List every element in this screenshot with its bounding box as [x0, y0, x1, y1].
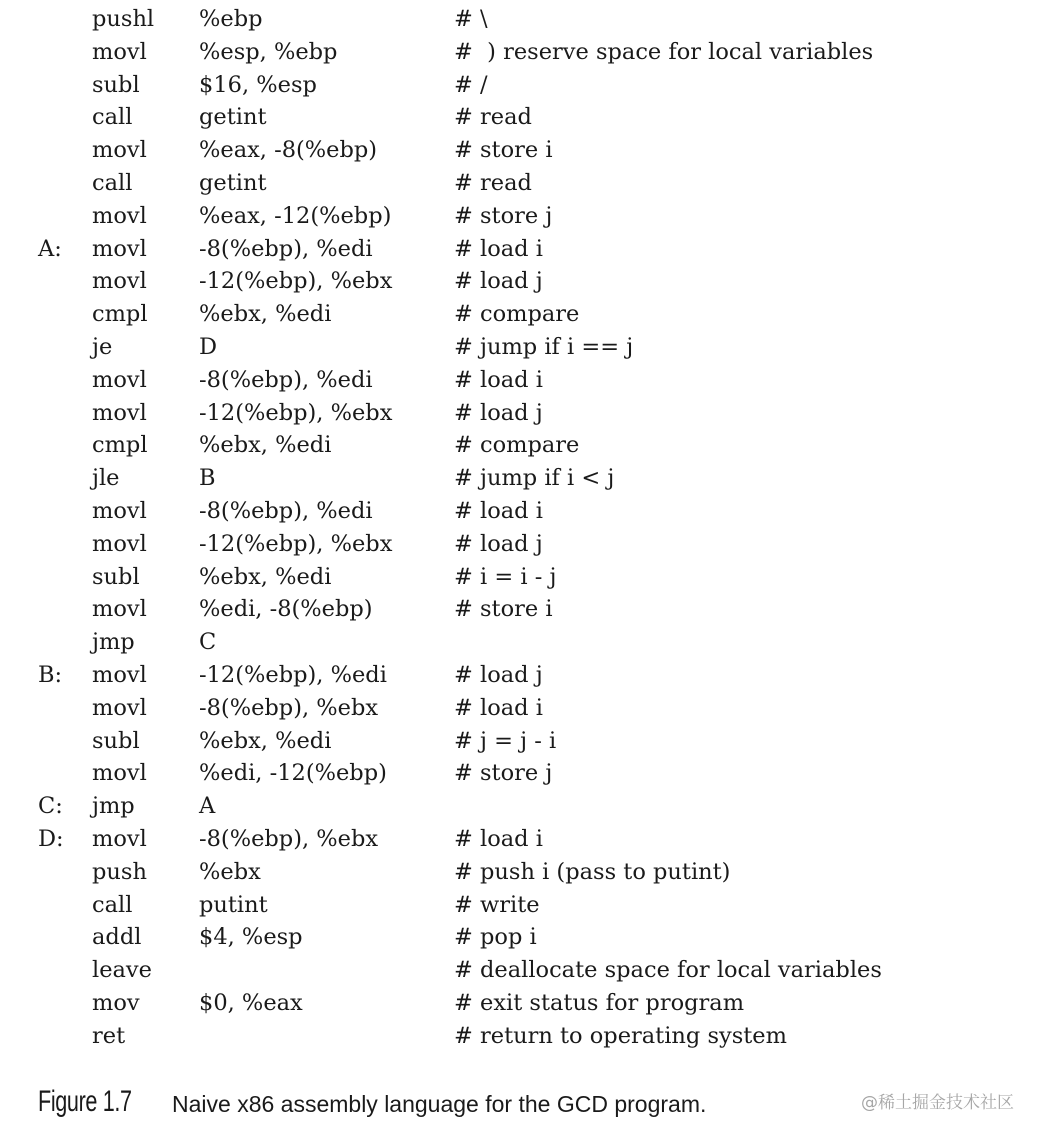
comment: # write [454, 891, 540, 918]
opcode: call [92, 169, 133, 196]
code-line [0, 626, 1044, 659]
code-line [0, 364, 1044, 397]
opcode: movl [92, 760, 147, 787]
comment: # compare [454, 301, 580, 328]
opcode: subl [92, 563, 140, 590]
operands: getint [199, 104, 267, 131]
opcode: movl [92, 530, 147, 557]
opcode: jmp [92, 629, 135, 656]
comment: # load i [454, 825, 543, 852]
comment: # ) reserve space for local variables [454, 38, 874, 65]
comment: # push i (pass to putint) [454, 858, 731, 885]
opcode: jmp [92, 793, 135, 820]
comment: # jump if i < j [454, 465, 615, 492]
code-label: D: [38, 825, 64, 852]
code-line [0, 429, 1044, 462]
operands: -8(%ebp), %ebx [199, 694, 379, 721]
comment: # pop i [454, 924, 537, 951]
opcode: jle [92, 465, 120, 492]
operands: %ebx, %edi [199, 301, 332, 328]
operands: D [199, 333, 218, 360]
opcode: movl [92, 661, 147, 688]
code-line [0, 298, 1044, 331]
opcode: movl [92, 235, 147, 262]
operands: -12(%ebp), %ebx [199, 530, 393, 557]
operands: C [199, 629, 217, 656]
operands: %ebx, %edi [199, 727, 332, 754]
opcode: movl [92, 268, 147, 295]
operands: -8(%ebp), %edi [199, 366, 373, 393]
operands: %esp, %ebp [199, 38, 338, 65]
code-line [0, 593, 1044, 626]
comment: # deallocate space for local variables [454, 957, 882, 984]
comment: # load j [454, 399, 543, 426]
operands: -12(%ebp), %ebx [199, 268, 393, 295]
code-line [0, 233, 1044, 266]
operands: -12(%ebp), %ebx [199, 399, 393, 426]
comment: # load i [454, 694, 543, 721]
comment: # load i [454, 235, 543, 262]
comment: # j = j - i [454, 727, 557, 754]
operands: %edi, -12(%ebp) [199, 760, 387, 787]
opcode: subl [92, 727, 140, 754]
comment: # \ [454, 6, 488, 32]
comment: # exit status for program [454, 989, 745, 1016]
code-label: B: [38, 661, 63, 688]
comment: # / [454, 71, 488, 98]
code-label: C: [38, 793, 63, 820]
operands: putint [199, 891, 268, 918]
comment: # compare [454, 432, 580, 459]
code-line [0, 757, 1044, 790]
comment: # store j [454, 760, 553, 787]
comment: # jump if i == j [454, 333, 634, 360]
opcode: movl [92, 399, 147, 426]
operands: B [199, 465, 216, 492]
code-line [0, 856, 1044, 889]
code-line [0, 823, 1044, 856]
comment: # store i [454, 137, 553, 164]
comment: # load i [454, 366, 543, 393]
opcode: call [92, 891, 133, 918]
operands: A [199, 793, 216, 820]
opcode: movl [92, 497, 147, 524]
watermark: @稀土掘金技术社区 [861, 1093, 1014, 1113]
code-label: A: [38, 235, 62, 262]
code-line [0, 101, 1044, 134]
operands: -8(%ebp), %ebx [199, 825, 379, 852]
operands: -8(%ebp), %edi [199, 497, 373, 524]
code-line [0, 921, 1044, 954]
opcode: je [92, 333, 113, 360]
comment: # store i [454, 596, 553, 623]
operands: $0, %eax [199, 989, 303, 1016]
opcode: cmpl [92, 432, 148, 459]
code-line [0, 1020, 1044, 1053]
operands: %ebx [199, 858, 261, 885]
code-line [0, 265, 1044, 298]
comment: # load j [454, 268, 543, 295]
comment: # load j [454, 530, 543, 557]
code-line [0, 495, 1044, 528]
operands: -12(%ebp), %edi [199, 661, 387, 688]
figure-label: Figure 1.7 [38, 1085, 132, 1118]
opcode: movl [92, 366, 147, 393]
assembly-listing [0, 3, 1044, 1053]
code-line [0, 987, 1044, 1020]
code-line [0, 462, 1044, 495]
code-line [0, 3, 1044, 36]
comment: # load j [454, 661, 543, 688]
opcode: ret [92, 1022, 126, 1049]
opcode: movl [92, 38, 147, 65]
comment: # store j [454, 202, 553, 229]
opcode: mov [92, 989, 140, 1016]
code-line [0, 331, 1044, 364]
opcode: movl [92, 137, 147, 164]
caption-text: Naive x86 assembly language for the GCD program. [172, 1091, 707, 1117]
operands: $16, %esp [199, 71, 317, 98]
comment: # load i [454, 497, 543, 524]
code-line [0, 692, 1044, 725]
code-line [0, 397, 1044, 430]
operands: %eax, -12(%ebp) [199, 202, 392, 229]
opcode: subl [92, 71, 140, 98]
opcode: push [92, 858, 147, 885]
opcode: movl [92, 825, 147, 852]
opcode: call [92, 104, 133, 131]
opcode: leave [92, 957, 152, 984]
code-line [0, 561, 1044, 594]
code-line [0, 659, 1044, 692]
operands: %ebp [199, 6, 263, 32]
code-line [0, 725, 1044, 758]
code-line [0, 790, 1044, 823]
code-line [0, 954, 1044, 987]
comment: # i = i - j [454, 563, 557, 590]
opcode: cmpl [92, 301, 148, 328]
opcode: pushl [92, 6, 155, 32]
comment: # read [454, 104, 532, 131]
code-line [0, 528, 1044, 561]
code-line [0, 200, 1044, 233]
code-line [0, 69, 1044, 102]
opcode: movl [92, 596, 147, 623]
code-line [0, 134, 1044, 167]
operands: getint [199, 169, 267, 196]
comment: # return to operating system [454, 1022, 787, 1049]
comment: # read [454, 169, 532, 196]
code-line [0, 36, 1044, 69]
opcode: addl [92, 924, 142, 951]
operands: %ebx, %edi [199, 563, 332, 590]
opcode: movl [92, 202, 147, 229]
opcode: movl [92, 694, 147, 721]
operands: %edi, -8(%ebp) [199, 596, 373, 623]
operands: %eax, -8(%ebp) [199, 137, 378, 164]
code-line [0, 167, 1044, 200]
operands: %ebx, %edi [199, 432, 332, 459]
code-line [0, 889, 1044, 922]
operands: -8(%ebp), %edi [199, 235, 373, 262]
operands: $4, %esp [199, 924, 303, 951]
